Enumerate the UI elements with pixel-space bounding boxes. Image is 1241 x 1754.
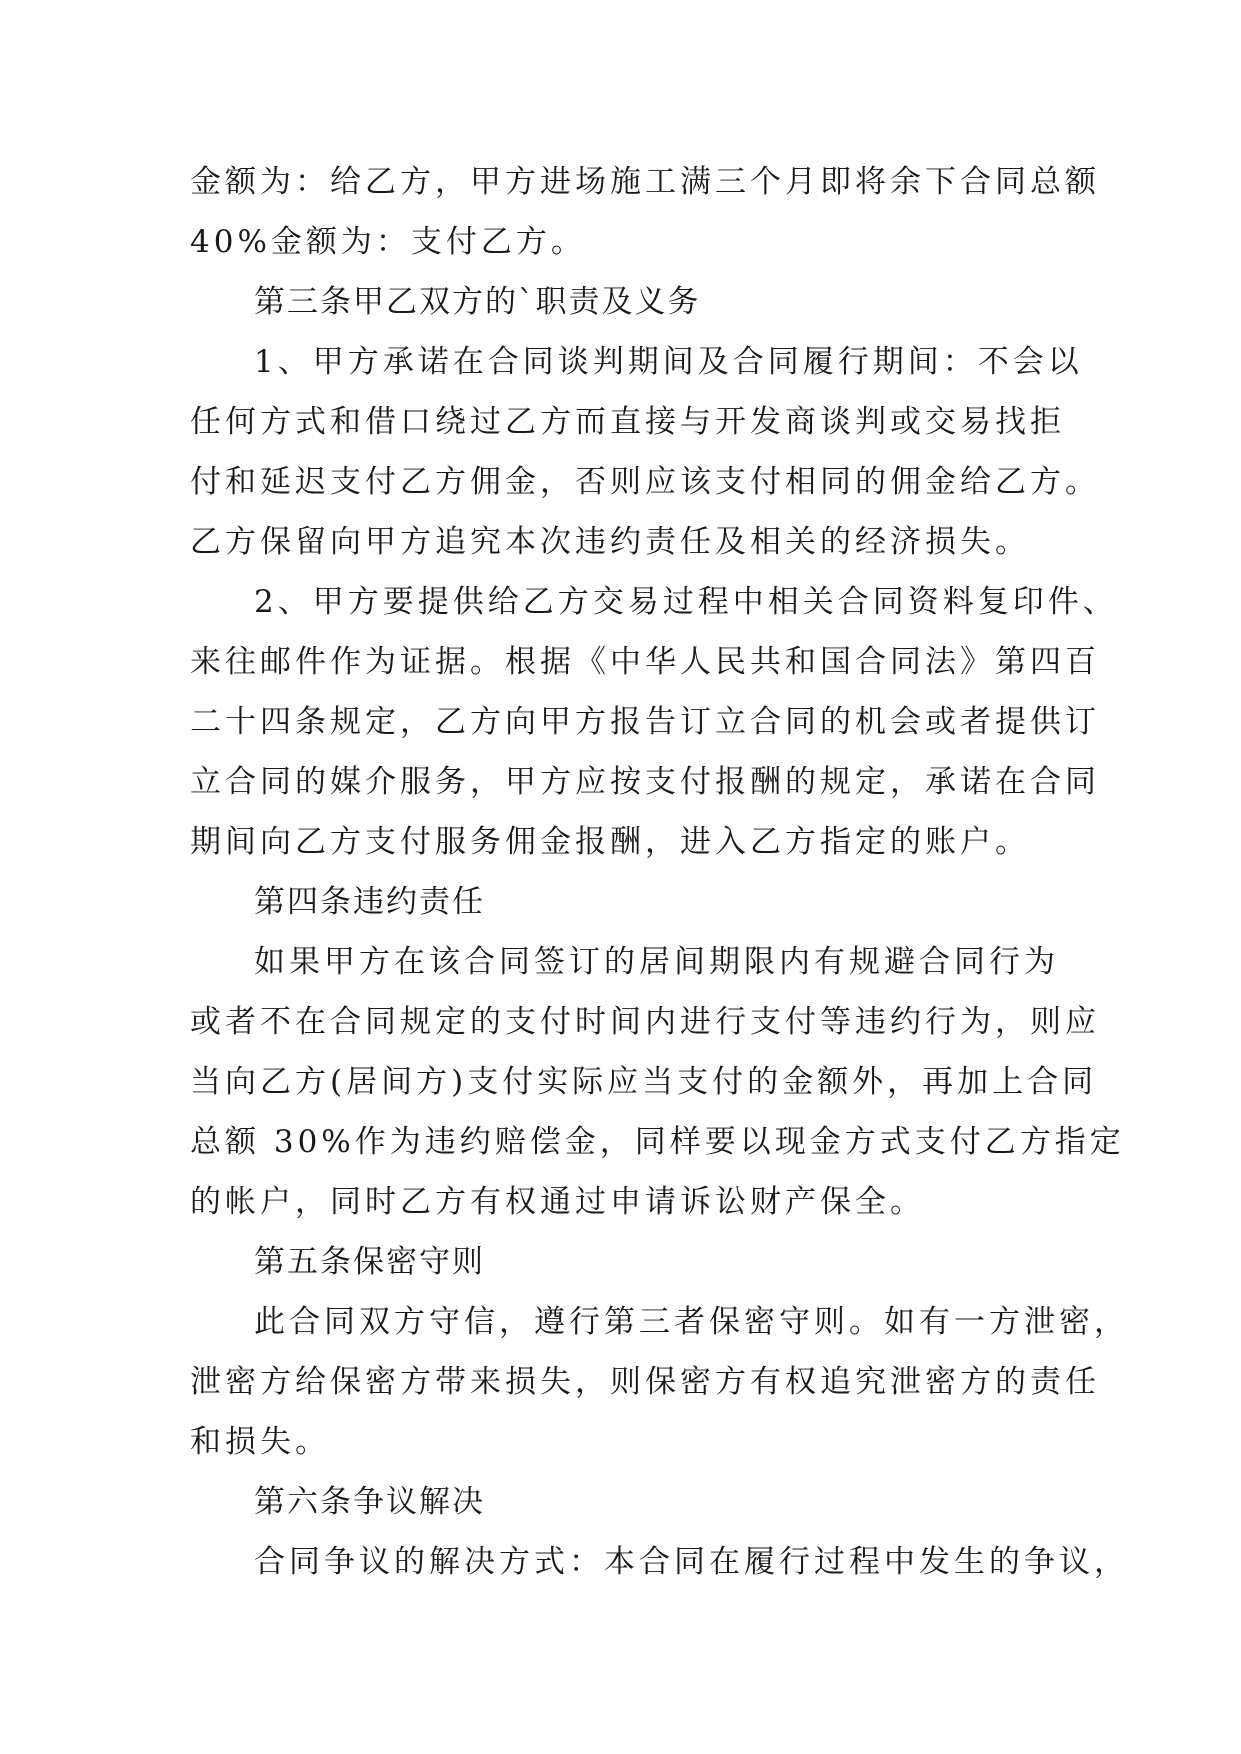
text-line: 泄密方给保密方带来损失，则保密方有权追究泄密方的责任 — [190, 1364, 1100, 1400]
text-line: 或者不在合同规定的支付时间内进行支付等违约行为，则应 — [190, 1004, 1100, 1040]
text-line: 2、甲方要提供给乙方交易过程中相关合同资料复印件、 — [254, 584, 1118, 620]
text-line: 立合同的媒介服务，甲方应按支付报酬的规定，承诺在合同 — [190, 764, 1100, 800]
paragraph-article-4 — [190, 932, 1125, 1232]
text-line: 和损失。 — [190, 1424, 330, 1460]
paragraph-article-5 — [190, 1292, 1129, 1472]
paragraph-article-3-item-2 — [190, 572, 1118, 872]
text-line: 1、甲方承诺在合同谈判期间及合同履行期间：不会以 — [254, 344, 1083, 380]
text-line: 期间向乙方支付服务佣金报酬，进入乙方指定的账户。 — [190, 824, 1030, 860]
paragraph-article-6 — [190, 1532, 1129, 1592]
text-line: 付和延迟支付乙方佣金，否则应该支付相同的佣金给乙方。 — [190, 464, 1100, 500]
section-heading-article-3: 第三条甲乙双方的`职责及义务 — [254, 284, 701, 320]
text-line: 总额 30%作为违约赔偿金，同样要以现金方式支付乙方指定 — [190, 1124, 1125, 1160]
text-line: 40%金额为：支付乙方。 — [190, 224, 586, 260]
paragraph-payment-terms — [190, 152, 1100, 272]
text-line: 二十四条规定，乙方向甲方报告订立合同的机会或者提供订 — [190, 704, 1100, 740]
section-heading-article-5: 第五条保密守则 — [254, 1244, 485, 1280]
text-line: 的帐户，同时乙方有权通过申请诉讼财产保全。 — [190, 1184, 925, 1220]
text-line: 来往邮件作为证据。根据《中华人民共和国合同法》第四百 — [190, 644, 1100, 680]
text-line: 此合同双方守信，遵行第三者保密守则。如有一方泄密， — [254, 1304, 1129, 1340]
text-line: 乙方保留向甲方追究本次违约责任及相关的经济损失。 — [190, 524, 1030, 560]
section-heading-article-4: 第四条违约责任 — [254, 884, 485, 920]
text-line: 合同争议的解决方式：本合同在履行过程中发生的争议， — [254, 1544, 1129, 1580]
text-line: 当向乙方(居间方)支付实际应当支付的金额外，再加上合同 — [190, 1064, 1098, 1100]
section-heading-article-6: 第六条争议解决 — [254, 1484, 485, 1520]
paragraph-article-3-item-1 — [190, 332, 1100, 572]
text-line: 金额为：给乙方，甲方进场施工满三个月即将余下合同总额 — [190, 164, 1100, 200]
text-line: 如果甲方在该合同签订的居间期限内有规避合同行为 — [254, 944, 1059, 980]
document-page — [190, 152, 1129, 1592]
text-line: 任何方式和借口绕过乙方而直接与开发商谈判或交易找拒 — [190, 404, 1065, 440]
